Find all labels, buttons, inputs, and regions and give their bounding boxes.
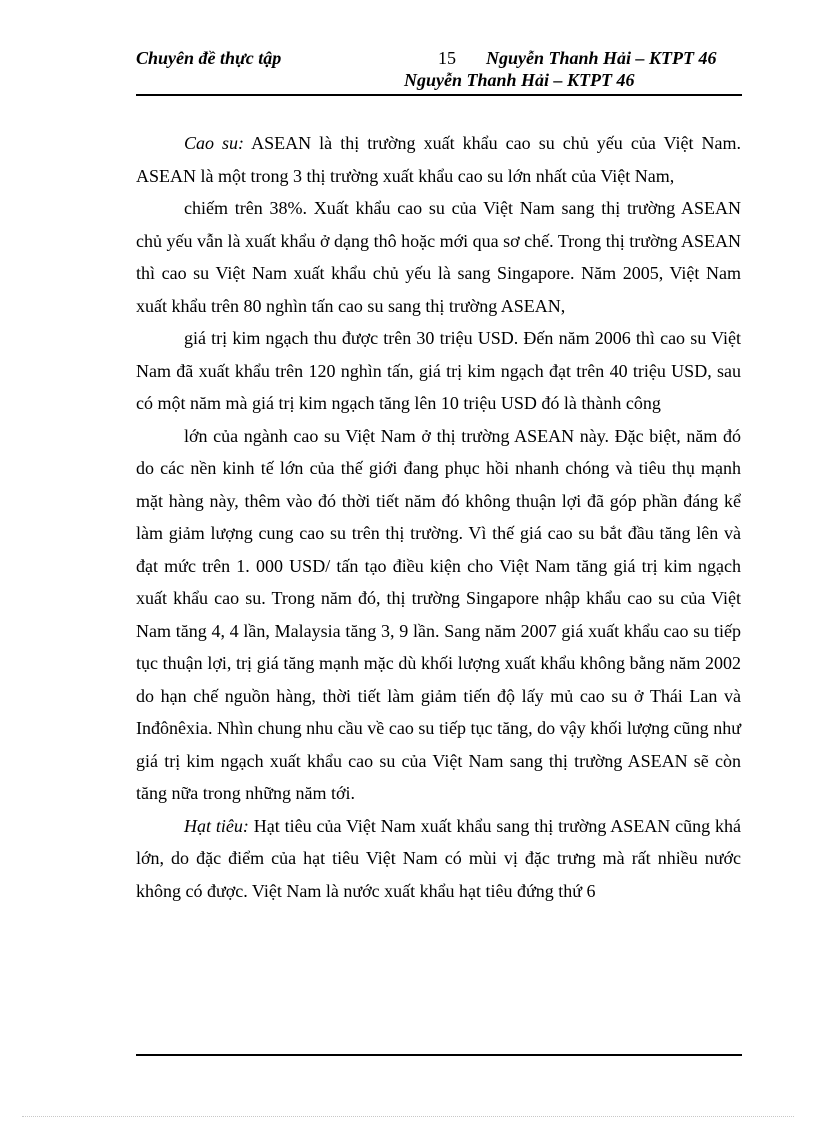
header-divider (136, 94, 742, 96)
header-author-repeat: Nguyễn Thanh Hải – KTPT 46 (404, 70, 635, 90)
paragraph-rubber-intro (136, 127, 741, 192)
page-bottom-edge (22, 1116, 794, 1117)
document-body (136, 127, 741, 907)
paragraph-rubber-share: chiếm trên 38%. Xuất khẩu cao su của Việt Nam sang thị trường ASEAN chủ yếu vẫn là xuất khẩu ở dạng thô hoặc mới qua sơ chế. Trong thị trường ASEAN thì cao su Việt Nam xuất khẩu chủ yếu là sang Singapore. Năm 2005, Việt Nam xuất khẩu trên 80 nghìn tấn cao su sang thị trường ASEAN, (136, 198, 741, 316)
page-number: 15 (438, 48, 456, 68)
paragraph-text: Hạt tiêu của Việt Nam xuất khẩu sang thị trường ASEAN cũng khá lớn, do đặc điểm của hạt tiêu Việt Nam có mùi vị đặc trưng mà rất nhiều nước không có được. Việt Nam là nước xuất khẩu hạt tiêu đứng thứ 6 (136, 815, 741, 901)
paragraph-pepper (136, 810, 741, 908)
paragraph-rubber-growth: lớn của ngành cao su Việt Nam ở thị trường ASEAN này. Đặc biệt, năm đó do các nền kinh tế lớn của thế giới đang phục hồi nhanh chóng và tiêu thụ mạnh mặt hàng này, thêm vào đó thời tiết năm đó không thuận lợi đã góp phần đáng kể làm giảm lượng cung cao su trên thị trường. Vì thế giá cao su bắt đầu tăng lên và đạt mức trên 1. 000 USD/ tấn tạo điều kiện cho Việt Nam tăng giá trị kim ngạch xuất khẩu cao su. Trong năm đó, thị trường Singapore nhập khẩu cao su của Việt Nam tăng 4, 4 lần, Malaysia tăng 3, 9 lần. Sang năm 2007 giá xuất khẩu cao su tiếp tục thuận lợi, trị giá tăng mạnh mặc dù khối lượng xuất khẩu không bằng năm 2002 do hạn chế nguồn hàng, thời tiết làm giảm tiến độ lấy mủ cao su ở Thái Lan và Inđônêxia. Nhìn chung nhu cầu về cao su tiếp tục tăng, do vậy khối lượng cũng như giá trị kim ngạch xuất khẩu cao su của Việt Nam sang thị trường ASEAN sẽ còn tăng nữa trong những năm tới. (136, 425, 741, 803)
footer-divider (136, 1054, 742, 1056)
page-header (136, 48, 742, 94)
paragraph-text: ASEAN là thị trường xuất khẩu cao su chủ yếu của Việt Nam. ASEAN là một trong 3 thị trường xuất khẩu cao su lớn nhất của Việt Nam, (136, 133, 741, 186)
term-pepper: Hạt tiêu: (184, 815, 249, 836)
header-document-title: Chuyên đề thực tập (136, 48, 282, 68)
term-rubber: Cao su: (184, 133, 245, 153)
header-author: Nguyễn Thanh Hải – KTPT 46 (486, 48, 717, 68)
paragraph-rubber-value: giá trị kim ngạch thu được trên 30 triệu USD. Đến năm 2006 thì cao su Việt Nam đã xuất khẩu trên 120 nghìn tấn, giá trị kim ngạch đạt trên 40 triệu USD, sau có một năm mà giá trị kim ngạch tăng lên 10 triệu USD đó là thành công (136, 328, 741, 413)
